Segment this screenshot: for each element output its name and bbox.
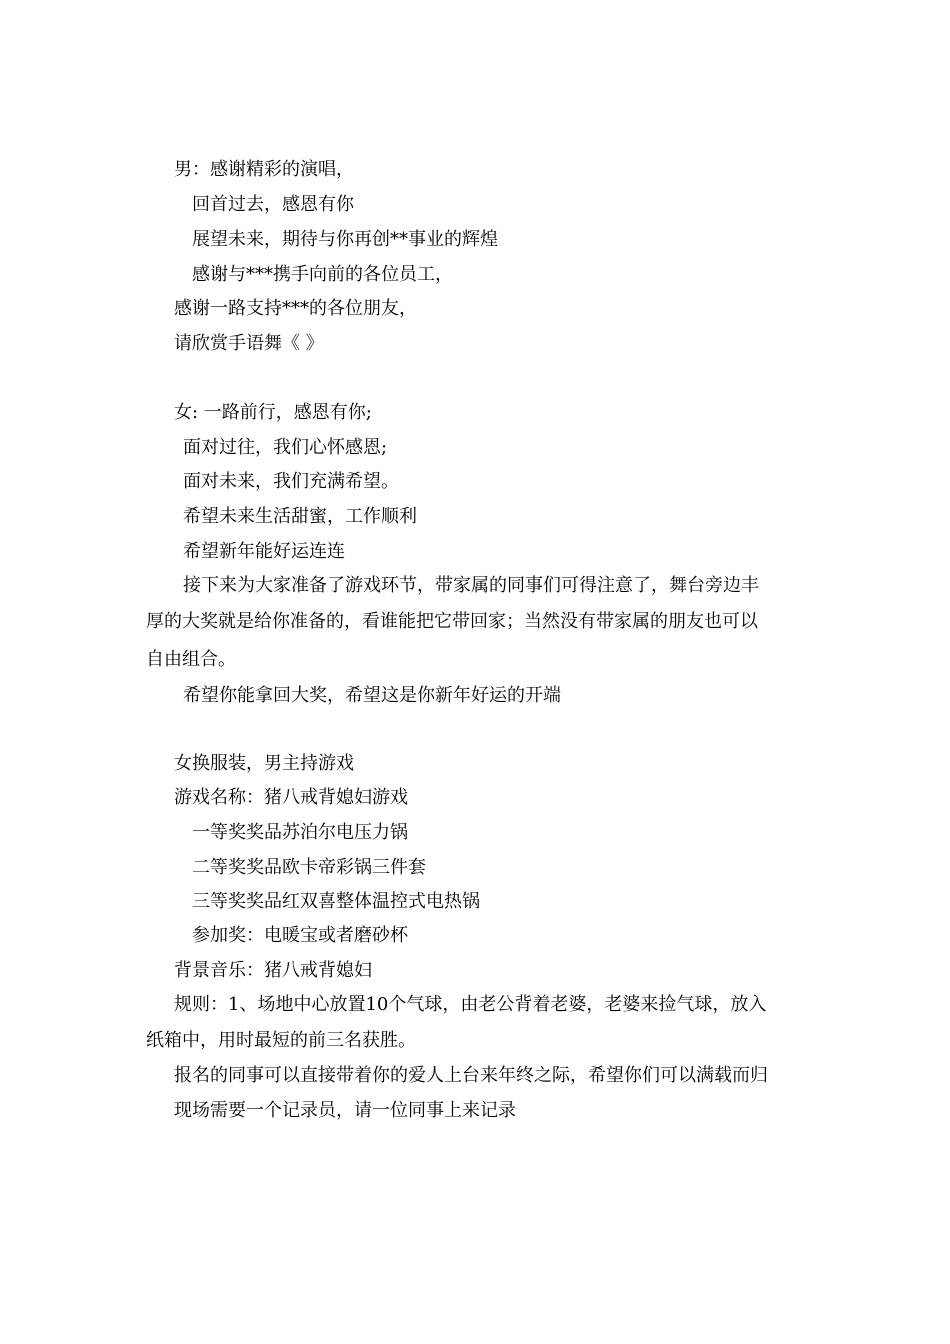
text-line: 厚的大奖就是给你准备的，看谁能把它带回家；当然没有带家属的朋友也可以 bbox=[146, 611, 758, 632]
text-line: 展望未来，期待与你再创**事业的辉煌 bbox=[192, 229, 498, 250]
text-line: 三等奖奖品红双喜整体温控式电热锅 bbox=[192, 891, 480, 912]
text-line: 纸箱中，用时最短的前三名获胜。 bbox=[146, 1030, 416, 1051]
text-line: 自由组合。 bbox=[146, 649, 236, 670]
text-line: 女换服装，男主持游戏 bbox=[174, 753, 354, 774]
text-line: 希望你能拿回大奖，希望这是你新年好运的开端 bbox=[183, 685, 561, 706]
text-line: 女: 一路前行，感恩有你; bbox=[174, 402, 372, 423]
text-line: 参加奖：电暖宝或者磨砂杯 bbox=[192, 925, 408, 946]
text-line: 希望新年能好运连连 bbox=[183, 541, 345, 562]
text-line: 二等奖奖品欧卡帝彩锅三件套 bbox=[192, 857, 426, 878]
text-line: 男：感谢精彩的演唱， bbox=[174, 159, 354, 180]
text-line: 游戏名称：猪八戒背媳妇游戏 bbox=[174, 787, 408, 808]
text-line: 感谢与***携手向前的各位员工， bbox=[192, 264, 453, 285]
text-line: 回首过去，感恩有你 bbox=[192, 194, 354, 215]
text-line: 请欣赏手语舞《 》 bbox=[174, 333, 324, 354]
text-line: 感谢一路支持***的各位朋友， bbox=[174, 298, 417, 319]
text-line: 面对未来，我们充满希望。 bbox=[183, 471, 399, 492]
text-line: 背景音乐：猪八戒背媳妇 bbox=[174, 960, 372, 981]
text-line: 希望未来生活甜蜜，工作顺利 bbox=[183, 506, 417, 527]
text-line: 面对过往，我们心怀感恩; bbox=[183, 437, 388, 458]
text-line: 规则：1、场地中心放置10个气球，由老公背着老婆，老婆来捡气球，放入 bbox=[174, 994, 767, 1015]
text-line: 一等奖奖品苏泊尔电压力锅 bbox=[192, 822, 408, 843]
text-line: 报名的同事可以直接带着你的爱人上台来年终之际，希望你们可以满载而归 bbox=[174, 1065, 768, 1086]
text-line: 接下来为大家准备了游戏环节，带家属的同事们可得注意了，舞台旁边丰 bbox=[183, 575, 759, 596]
text-line: 现场需要一个记录员，请一位同事上来记录 bbox=[174, 1100, 516, 1121]
